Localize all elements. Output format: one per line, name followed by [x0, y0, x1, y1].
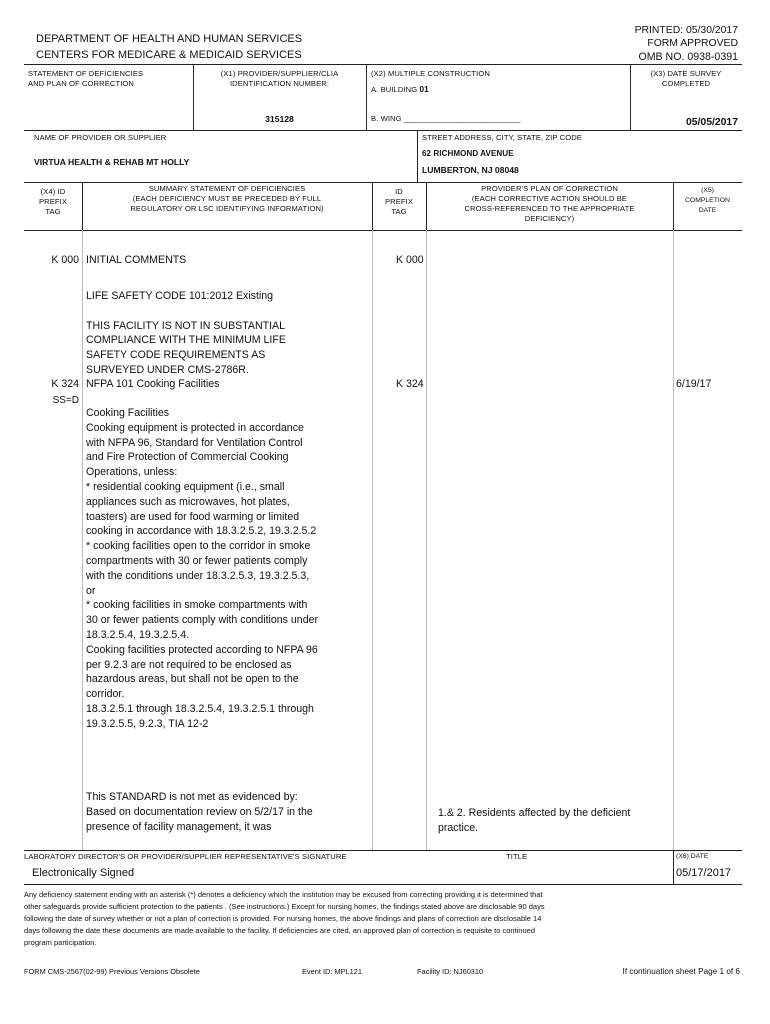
survey-completed-date: 05/05/2017: [685, 117, 738, 128]
form-approved: FORM APPROVED: [647, 38, 738, 49]
column-divider: [372, 230, 373, 850]
standard-not-met-text: This STANDARD is not met as evidenced by: Based on documentation review on 5/2/17 in the presence of facility management, it was: [86, 791, 313, 833]
x5-column-header: (X5) COMPLETION DATE: [685, 187, 730, 214]
x4-column-header: (X4) ID PREFIX TAG: [38, 187, 68, 216]
k324-text: Cooking Facilities Cooking equipment is protected in accordance with NFPA 96, Standard for Ventilation Control and Fire Protection of Commercial Cooking Operations, unless: * residential cooking equipment (i.e., small appliances such as microwaves, hot plates, toasters) are used for food warming or limited cooking in accordance with 18.3.2.5.2, 19.3.2.5.2 * cooking facilities open to the corridor in smoke compartments with 30 or fewer patients comply with the conditions under 18.3.2.5.3, 19.3.2.5.3, or * cooking facilities in smoke compartments with 30 or fewer patients comply with conditions under 18.3.2.5.4, 19.3.2.5.4. Cooking facilities protected according to NFPA 96 per 9.2.3 are not required to be enclosed as hazardous areas, but shall not be open to the corridor. 18.3.2.5.1 through 18.3.2.5.4, 19.3.2.5.1 through 19.3.2.5.5, 9.2.3, TIA 12-2: [86, 407, 319, 730]
title-label: TITLE: [506, 852, 528, 861]
printed-date: PRINTED: 05/30/2017: [634, 25, 738, 36]
divider: [417, 130, 418, 182]
k000-id-tag: K 000: [396, 254, 424, 266]
address-city-state-zip: LUMBERTON, NJ 08048: [422, 165, 519, 175]
provider-name: VIRTUA HEALTH & REHAB MT HOLLY: [34, 157, 190, 167]
column-divider: [82, 230, 83, 850]
divider: [366, 64, 367, 130]
k324-id-tag: K 324: [396, 378, 424, 390]
rule: [24, 182, 742, 183]
provider-name-label: NAME OF PROVIDER OR SUPPLIER: [34, 133, 167, 142]
omb-number: OMB NO. 0938-0391: [638, 51, 738, 63]
provider-id-number: 315128: [265, 114, 294, 124]
k324-tag: K 324: [51, 378, 79, 390]
k000-tag: K 000: [51, 254, 79, 266]
address-label: STREET ADDRESS, CITY, STATE, ZIP CODE: [422, 133, 582, 142]
electronic-signature: Electronically Signed: [32, 867, 135, 879]
form-number: FORM CMS-2567(02-99) Previous Versions Obsolete: [24, 967, 200, 976]
summary-column-header: SUMMARY STATEMENT OF DEFICIENCIES (EACH DEFICIENCY MUST BE PRECEDED BY FULL REGULATORY OR LSC IDENTIFYING INFORMATION): [130, 184, 324, 213]
rule-top: [24, 64, 742, 65]
building-value: 01: [419, 85, 429, 94]
wing-label: B. WING ___________________________: [371, 114, 521, 123]
x2-label: (X2) MULTIPLE CONSTRUCTION: [371, 69, 490, 78]
rule: [24, 884, 742, 885]
disclaimer-text: Any deficiency statement ending with an asterisk (*) denotes a deficiency which the institution may be excused from correcting providing it is determined that other safeguards provide sufficient protection to the patients . (See instructions.) Except for nursing homes, the findings stated above are disclosable 90 days following the date of survey whether or not a plan of correction is provided. For nursing homes, the above findings and plans of correction are disclosable 14 days following the date these documents are made available to the facility. If deficiencies are cited, an approved plan of correction is requisite to continued program participation.: [24, 890, 545, 947]
facility-id: Facility ID: NJ60310: [417, 967, 484, 976]
address-street: 62 RICHMOND AVENUE: [422, 149, 514, 158]
event-id: Event ID: MPL121: [302, 967, 362, 976]
divider: [673, 850, 674, 884]
column-divider: [426, 230, 427, 850]
agency-title: CENTERS FOR MEDICARE & MEDICAID SERVICES: [36, 49, 302, 61]
id-column-header: ID PREFIX TAG: [384, 187, 414, 216]
rule: [24, 130, 742, 131]
department-title: DEPARTMENT OF HEALTH AND HUMAN SERVICES: [36, 33, 303, 45]
signature-date: 05/17/2017: [676, 867, 732, 879]
signature-label: LABORATORY DIRECTOR'S OR PROVIDER/SUPPLIER REPRESENTATIVE'S SIGNATURE: [24, 852, 347, 861]
x3-label: (X3) DATE SURVEY COMPLETED: [650, 69, 722, 88]
plan-of-correction-text: 1.& 2. Residents affected by the deficient practice.: [438, 807, 631, 834]
k000-title: INITIAL COMMENTS: [86, 254, 187, 266]
k324-title: NFPA 101 Cooking Facilities: [86, 378, 220, 390]
k000-text: LIFE SAFETY CODE 101:2012 Existing THIS FACILITY IS NOT IN SUBSTANTIAL COMPLIANCE WITH THE MINIMUM LIFE SAFETY CODE REQUIREMENTS AS SURVEYED UNDER CMS-2786R.: [86, 290, 286, 376]
rule: [24, 850, 742, 851]
date-label: (X6) DATE: [676, 853, 709, 860]
k324-scope-severity: SS=D: [52, 395, 79, 406]
column-divider: [673, 230, 674, 850]
k324-completion-date: 6/19/17: [676, 378, 712, 390]
building-row: [371, 85, 626, 95]
statement-label: STATEMENT OF DEFICIENCIES AND PLAN OF CORRECTION: [28, 69, 144, 88]
rule: [24, 230, 742, 231]
page-continuation: If continuation sheet Page 1 of 6: [622, 967, 740, 976]
x1-label: (X1) PROVIDER/SUPPLIER/CLIA IDENTIFICATION NUMBER:: [220, 69, 339, 88]
plan-column-header: PROVIDER'S PLAN OF CORRECTION (EACH CORRECTIVE ACTION SHOULD BE CROSS-REFERENCED TO THE APPROPRIATE DEFICIENCY): [464, 184, 635, 223]
building-label: A. BUILDING: [371, 85, 418, 94]
